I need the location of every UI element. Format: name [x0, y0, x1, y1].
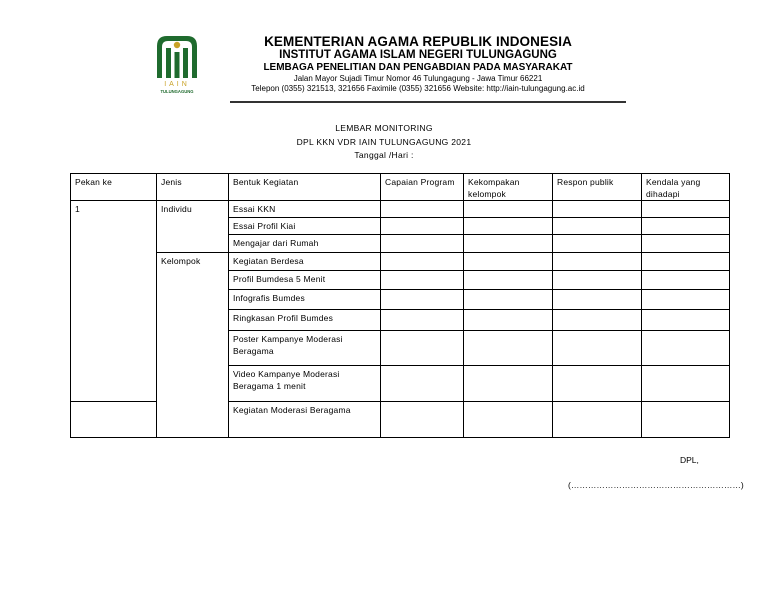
header-cell: Jenis: [157, 174, 229, 201]
activity-cell: Kegiatan Berdesa: [229, 253, 381, 271]
logo-pillar-right: [183, 48, 188, 78]
svg-text:IAIN: IAIN: [164, 81, 190, 88]
signature-label: DPL,: [680, 455, 699, 465]
activity-cell: Essai Profil Kiai: [229, 218, 381, 235]
address-line: Jalan Mayor Sujadi Timur Nomor 46 Tulungagung - Jawa Timur 66221: [293, 74, 543, 83]
header-cell: Bentuk Kegiatan: [229, 174, 381, 201]
header-cell: Respon publik: [553, 174, 642, 201]
jenis-cell: Individu: [157, 201, 229, 253]
table-row: [71, 201, 730, 218]
unit-heading: LEMBAGA PENELITIAN DAN PENGABDIAN PADA MASYARAKAT: [263, 62, 573, 73]
contact-line: Telepon (0355) 321513, 321656 Faximile (0355) 321656 Website: http://iain-tulungagung.ac.id: [251, 84, 585, 93]
logo-pillar-left: [166, 48, 171, 78]
activity-cell: Kegiatan Moderasi Beragama: [229, 402, 381, 438]
date-line: Tanggal /Hari :: [354, 150, 414, 160]
ministry-heading: KEMENTERIAN AGAMA REPUBLIK INDONESIA: [264, 34, 572, 49]
empty-week-cell: [71, 402, 157, 438]
monitoring-table: [70, 173, 730, 438]
signature-line: (……………………………………………………): [568, 480, 744, 490]
activity-cell: Mengajar dari Rumah: [229, 235, 381, 253]
activity-cell: Profil Bumdesa 5 Menit: [229, 271, 381, 290]
svg-text:TULUNGAGUNG: TULUNGAGUNG: [160, 89, 194, 94]
document-subtitle: DPL KKN VDR IAIN TULUNGAGUNG 2021: [296, 137, 472, 147]
activity-cell: Ringkasan Profil Bumdes: [229, 310, 381, 331]
letterhead-divider: [230, 101, 626, 103]
table-header-row: [71, 174, 730, 201]
activity-cell: Video Kampanye Moderasi Beragama 1 menit: [229, 366, 381, 402]
header-cell: Kekompakan kelompok: [464, 174, 553, 201]
header-cell: Capaian Program: [381, 174, 464, 201]
activity-cell: Poster Kampanye Moderasi Beragama: [229, 331, 381, 366]
iain-logo: [152, 32, 202, 94]
document-title: LEMBAR MONITORING: [335, 123, 433, 133]
week-cell: 1: [71, 201, 157, 402]
table-row: [71, 253, 730, 271]
logo-emblem: [174, 42, 180, 48]
activity-cell: Infografis Bumdes: [229, 290, 381, 310]
header-cell: Kendala yang dihadapi: [642, 174, 730, 201]
header-cell: Pekan ke: [71, 174, 157, 201]
jenis-cell: Kelompok: [157, 253, 229, 438]
logo-pillar-mid: [175, 52, 180, 78]
activity-cell: Essai KKN: [229, 201, 381, 218]
institute-heading: INSTITUT AGAMA ISLAM NEGERI TULUNGAGUNG: [279, 49, 557, 61]
